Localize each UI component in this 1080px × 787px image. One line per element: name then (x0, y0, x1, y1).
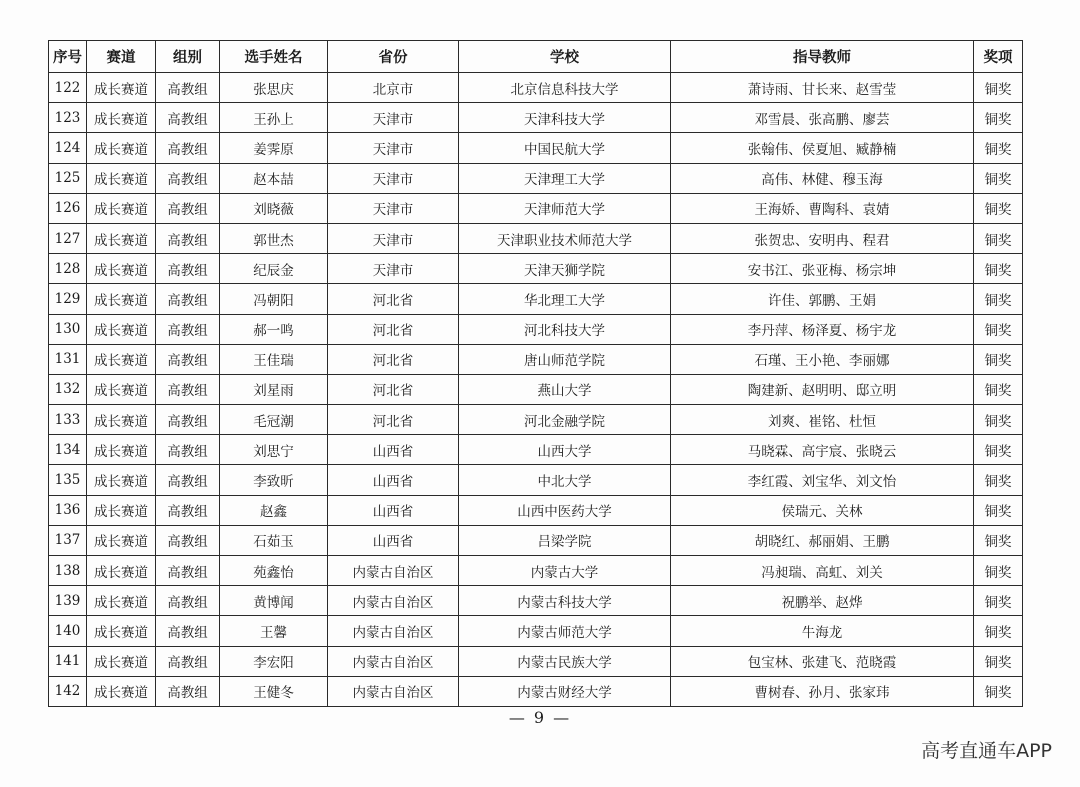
cell-index: 128 (49, 254, 87, 284)
cell-group: 高教组 (156, 133, 220, 163)
cell-group: 高教组 (156, 616, 220, 646)
cell-index: 124 (49, 133, 87, 163)
table-row (49, 284, 1023, 314)
cell-school: 天津天狮学院 (459, 254, 671, 284)
cell-index: 136 (49, 495, 87, 525)
cell-contestant: 郝一鸣 (220, 314, 328, 344)
cell-track: 成长赛道 (87, 495, 156, 525)
cell-group: 高教组 (156, 495, 220, 525)
cell-award: 铜奖 (974, 73, 1023, 103)
cell-index: 134 (49, 435, 87, 465)
cell-school: 华北理工大学 (459, 284, 671, 314)
cell-advisors: 石瑾、王小艳、李丽娜 (671, 344, 974, 374)
cell-province: 天津市 (328, 193, 459, 223)
cell-school: 燕山大学 (459, 374, 671, 404)
cell-group: 高教组 (156, 314, 220, 344)
cell-advisors: 安书江、张亚梅、杨宗坤 (671, 254, 974, 284)
cell-school: 河北金融学院 (459, 405, 671, 435)
column-header: 省份 (328, 41, 459, 73)
cell-award: 铜奖 (974, 586, 1023, 616)
cell-province: 内蒙古自治区 (328, 586, 459, 616)
table-row (49, 103, 1023, 133)
cell-advisors: 祝鹏举、赵烨 (671, 586, 974, 616)
cell-group: 高教组 (156, 163, 220, 193)
cell-track: 成长赛道 (87, 314, 156, 344)
cell-advisors: 侯瑞元、关林 (671, 495, 974, 525)
cell-track: 成长赛道 (87, 193, 156, 223)
cell-track: 成长赛道 (87, 525, 156, 555)
cell-province: 内蒙古自治区 (328, 646, 459, 676)
table-row (49, 314, 1023, 344)
cell-index: 135 (49, 465, 87, 495)
cell-index: 131 (49, 344, 87, 374)
cell-group: 高教组 (156, 405, 220, 435)
cell-award: 铜奖 (974, 435, 1023, 465)
table-row (49, 223, 1023, 253)
cell-group: 高教组 (156, 556, 220, 586)
cell-award: 铜奖 (974, 495, 1023, 525)
cell-advisors: 张翰伟、侯夏旭、臧静楠 (671, 133, 974, 163)
column-header: 序号 (49, 41, 87, 73)
cell-index: 132 (49, 374, 87, 404)
cell-advisors: 冯昶瑞、高虹、刘关 (671, 556, 974, 586)
cell-index: 139 (49, 586, 87, 616)
cell-award: 铜奖 (974, 133, 1023, 163)
cell-school: 中国民航大学 (459, 133, 671, 163)
cell-track: 成长赛道 (87, 586, 156, 616)
cell-province: 天津市 (328, 163, 459, 193)
cell-contestant: 毛冠潮 (220, 405, 328, 435)
cell-contestant: 石茹玉 (220, 525, 328, 555)
cell-group: 高教组 (156, 254, 220, 284)
cell-index: 142 (49, 676, 87, 706)
cell-track: 成长赛道 (87, 374, 156, 404)
cell-track: 成长赛道 (87, 435, 156, 465)
column-header: 赛道 (87, 41, 156, 73)
cell-advisors: 牛海龙 (671, 616, 974, 646)
table-row (49, 73, 1023, 103)
table-row (49, 495, 1023, 525)
cell-group: 高教组 (156, 73, 220, 103)
cell-award: 铜奖 (974, 646, 1023, 676)
table-row (49, 435, 1023, 465)
table-body (49, 73, 1023, 707)
cell-school: 天津理工大学 (459, 163, 671, 193)
cell-school: 内蒙古科技大学 (459, 586, 671, 616)
cell-province: 内蒙古自治区 (328, 616, 459, 646)
cell-track: 成长赛道 (87, 676, 156, 706)
cell-province: 天津市 (328, 254, 459, 284)
column-header: 学校 (459, 41, 671, 73)
table-row (49, 254, 1023, 284)
table-row (49, 344, 1023, 374)
cell-school: 山西中医药大学 (459, 495, 671, 525)
cell-group: 高教组 (156, 525, 220, 555)
cell-school: 吕梁学院 (459, 525, 671, 555)
cell-group: 高教组 (156, 586, 220, 616)
cell-track: 成长赛道 (87, 163, 156, 193)
cell-province: 天津市 (328, 103, 459, 133)
table-row (49, 163, 1023, 193)
column-header: 指导教师 (671, 41, 974, 73)
cell-province: 山西省 (328, 495, 459, 525)
cell-index: 133 (49, 405, 87, 435)
cell-index: 137 (49, 525, 87, 555)
column-header: 奖项 (974, 41, 1023, 73)
cell-advisors: 马晓霖、高宇宸、张晓云 (671, 435, 974, 465)
cell-contestant: 纪辰金 (220, 254, 328, 284)
cell-province: 北京市 (328, 73, 459, 103)
cell-track: 成长赛道 (87, 344, 156, 374)
cell-track: 成长赛道 (87, 103, 156, 133)
cell-group: 高教组 (156, 103, 220, 133)
cell-province: 内蒙古自治区 (328, 676, 459, 706)
cell-school: 北京信息科技大学 (459, 73, 671, 103)
cell-school: 中北大学 (459, 465, 671, 495)
table-row (49, 525, 1023, 555)
cell-province: 天津市 (328, 133, 459, 163)
table-row (49, 133, 1023, 163)
cell-school: 天津职业技术师范大学 (459, 223, 671, 253)
table-row (49, 405, 1023, 435)
awards-table (48, 40, 1023, 707)
cell-school: 天津科技大学 (459, 103, 671, 133)
cell-province: 河北省 (328, 344, 459, 374)
cell-province: 内蒙古自治区 (328, 556, 459, 586)
cell-advisors: 萧诗雨、甘长来、赵雪莹 (671, 73, 974, 103)
cell-track: 成长赛道 (87, 556, 156, 586)
cell-contestant: 冯朝阳 (220, 284, 328, 314)
cell-province: 河北省 (328, 314, 459, 344)
cell-province: 河北省 (328, 374, 459, 404)
cell-award: 铜奖 (974, 616, 1023, 646)
cell-contestant: 刘星雨 (220, 374, 328, 404)
cell-index: 141 (49, 646, 87, 676)
cell-province: 河北省 (328, 284, 459, 314)
cell-contestant: 黄博闻 (220, 586, 328, 616)
cell-province: 山西省 (328, 525, 459, 555)
cell-school: 天津师范大学 (459, 193, 671, 223)
cell-contestant: 赵鑫 (220, 495, 328, 525)
cell-group: 高教组 (156, 193, 220, 223)
cell-contestant: 姜霁原 (220, 133, 328, 163)
cell-advisors: 李红霞、刘宝华、刘文怡 (671, 465, 974, 495)
cell-index: 126 (49, 193, 87, 223)
cell-track: 成长赛道 (87, 646, 156, 676)
cell-award: 铜奖 (974, 254, 1023, 284)
cell-advisors: 陶建新、赵明明、邸立明 (671, 374, 974, 404)
cell-track: 成长赛道 (87, 616, 156, 646)
table-row (49, 193, 1023, 223)
table-row (49, 465, 1023, 495)
cell-school: 内蒙古财经大学 (459, 676, 671, 706)
table-header-row (49, 41, 1023, 73)
cell-school: 山西大学 (459, 435, 671, 465)
cell-track: 成长赛道 (87, 133, 156, 163)
cell-index: 140 (49, 616, 87, 646)
cell-award: 铜奖 (974, 314, 1023, 344)
cell-group: 高教组 (156, 646, 220, 676)
cell-index: 123 (49, 103, 87, 133)
cell-contestant: 苑鑫怡 (220, 556, 328, 586)
page-number: — 9 — (508, 708, 572, 727)
cell-school: 内蒙古民族大学 (459, 646, 671, 676)
cell-index: 129 (49, 284, 87, 314)
cell-index: 127 (49, 223, 87, 253)
cell-advisors: 李丹萍、杨泽夏、杨宇龙 (671, 314, 974, 344)
table-row (49, 676, 1023, 706)
cell-advisors: 许佳、郭鹏、王娟 (671, 284, 974, 314)
cell-award: 铜奖 (974, 284, 1023, 314)
column-header: 选手姓名 (220, 41, 328, 73)
cell-school: 内蒙古大学 (459, 556, 671, 586)
cell-track: 成长赛道 (87, 405, 156, 435)
cell-contestant: 王佳瑞 (220, 344, 328, 374)
cell-group: 高教组 (156, 465, 220, 495)
column-header: 组别 (156, 41, 220, 73)
cell-award: 铜奖 (974, 223, 1023, 253)
cell-contestant: 王馨 (220, 616, 328, 646)
cell-award: 铜奖 (974, 556, 1023, 586)
cell-contestant: 张思庆 (220, 73, 328, 103)
cell-contestant: 王孙上 (220, 103, 328, 133)
cell-track: 成长赛道 (87, 254, 156, 284)
cell-contestant: 王健冬 (220, 676, 328, 706)
cell-province: 河北省 (328, 405, 459, 435)
cell-contestant: 赵本喆 (220, 163, 328, 193)
cell-index: 138 (49, 556, 87, 586)
cell-province: 山西省 (328, 435, 459, 465)
cell-track: 成长赛道 (87, 465, 156, 495)
table-row (49, 646, 1023, 676)
cell-group: 高教组 (156, 284, 220, 314)
cell-advisors: 邓雪晨、张高鹏、廖芸 (671, 103, 974, 133)
cell-group: 高教组 (156, 435, 220, 465)
cell-track: 成长赛道 (87, 284, 156, 314)
cell-contestant: 刘思宁 (220, 435, 328, 465)
app-watermark: 高考直通车APP (921, 740, 1052, 762)
cell-award: 铜奖 (974, 344, 1023, 374)
cell-award: 铜奖 (974, 465, 1023, 495)
cell-province: 山西省 (328, 465, 459, 495)
cell-advisors: 曹树春、孙月、张家玮 (671, 676, 974, 706)
cell-contestant: 刘晓薇 (220, 193, 328, 223)
cell-school: 河北科技大学 (459, 314, 671, 344)
cell-group: 高教组 (156, 344, 220, 374)
cell-group: 高教组 (156, 223, 220, 253)
cell-index: 130 (49, 314, 87, 344)
cell-advisors: 王海娇、曹陶科、袁婧 (671, 193, 974, 223)
cell-index: 125 (49, 163, 87, 193)
cell-group: 高教组 (156, 374, 220, 404)
cell-award: 铜奖 (974, 374, 1023, 404)
cell-contestant: 李宏阳 (220, 646, 328, 676)
cell-award: 铜奖 (974, 103, 1023, 133)
cell-contestant: 李致昕 (220, 465, 328, 495)
table-row (49, 616, 1023, 646)
cell-advisors: 张贺忠、安明冉、程君 (671, 223, 974, 253)
cell-track: 成长赛道 (87, 223, 156, 253)
cell-advisors: 高伟、林健、穆玉海 (671, 163, 974, 193)
cell-school: 内蒙古师范大学 (459, 616, 671, 646)
cell-contestant: 郭世杰 (220, 223, 328, 253)
cell-province: 天津市 (328, 223, 459, 253)
cell-school: 唐山师范学院 (459, 344, 671, 374)
cell-advisors: 刘爽、崔铭、杜恒 (671, 405, 974, 435)
cell-track: 成长赛道 (87, 73, 156, 103)
cell-award: 铜奖 (974, 676, 1023, 706)
cell-advisors: 包宝林、张建飞、范晓霞 (671, 646, 974, 676)
cell-award: 铜奖 (974, 163, 1023, 193)
table-row (49, 586, 1023, 616)
cell-award: 铜奖 (974, 193, 1023, 223)
cell-group: 高教组 (156, 676, 220, 706)
cell-award: 铜奖 (974, 525, 1023, 555)
table-row (49, 374, 1023, 404)
cell-award: 铜奖 (974, 405, 1023, 435)
table-row (49, 556, 1023, 586)
cell-index: 122 (49, 73, 87, 103)
cell-advisors: 胡晓红、郝丽娟、王鹏 (671, 525, 974, 555)
